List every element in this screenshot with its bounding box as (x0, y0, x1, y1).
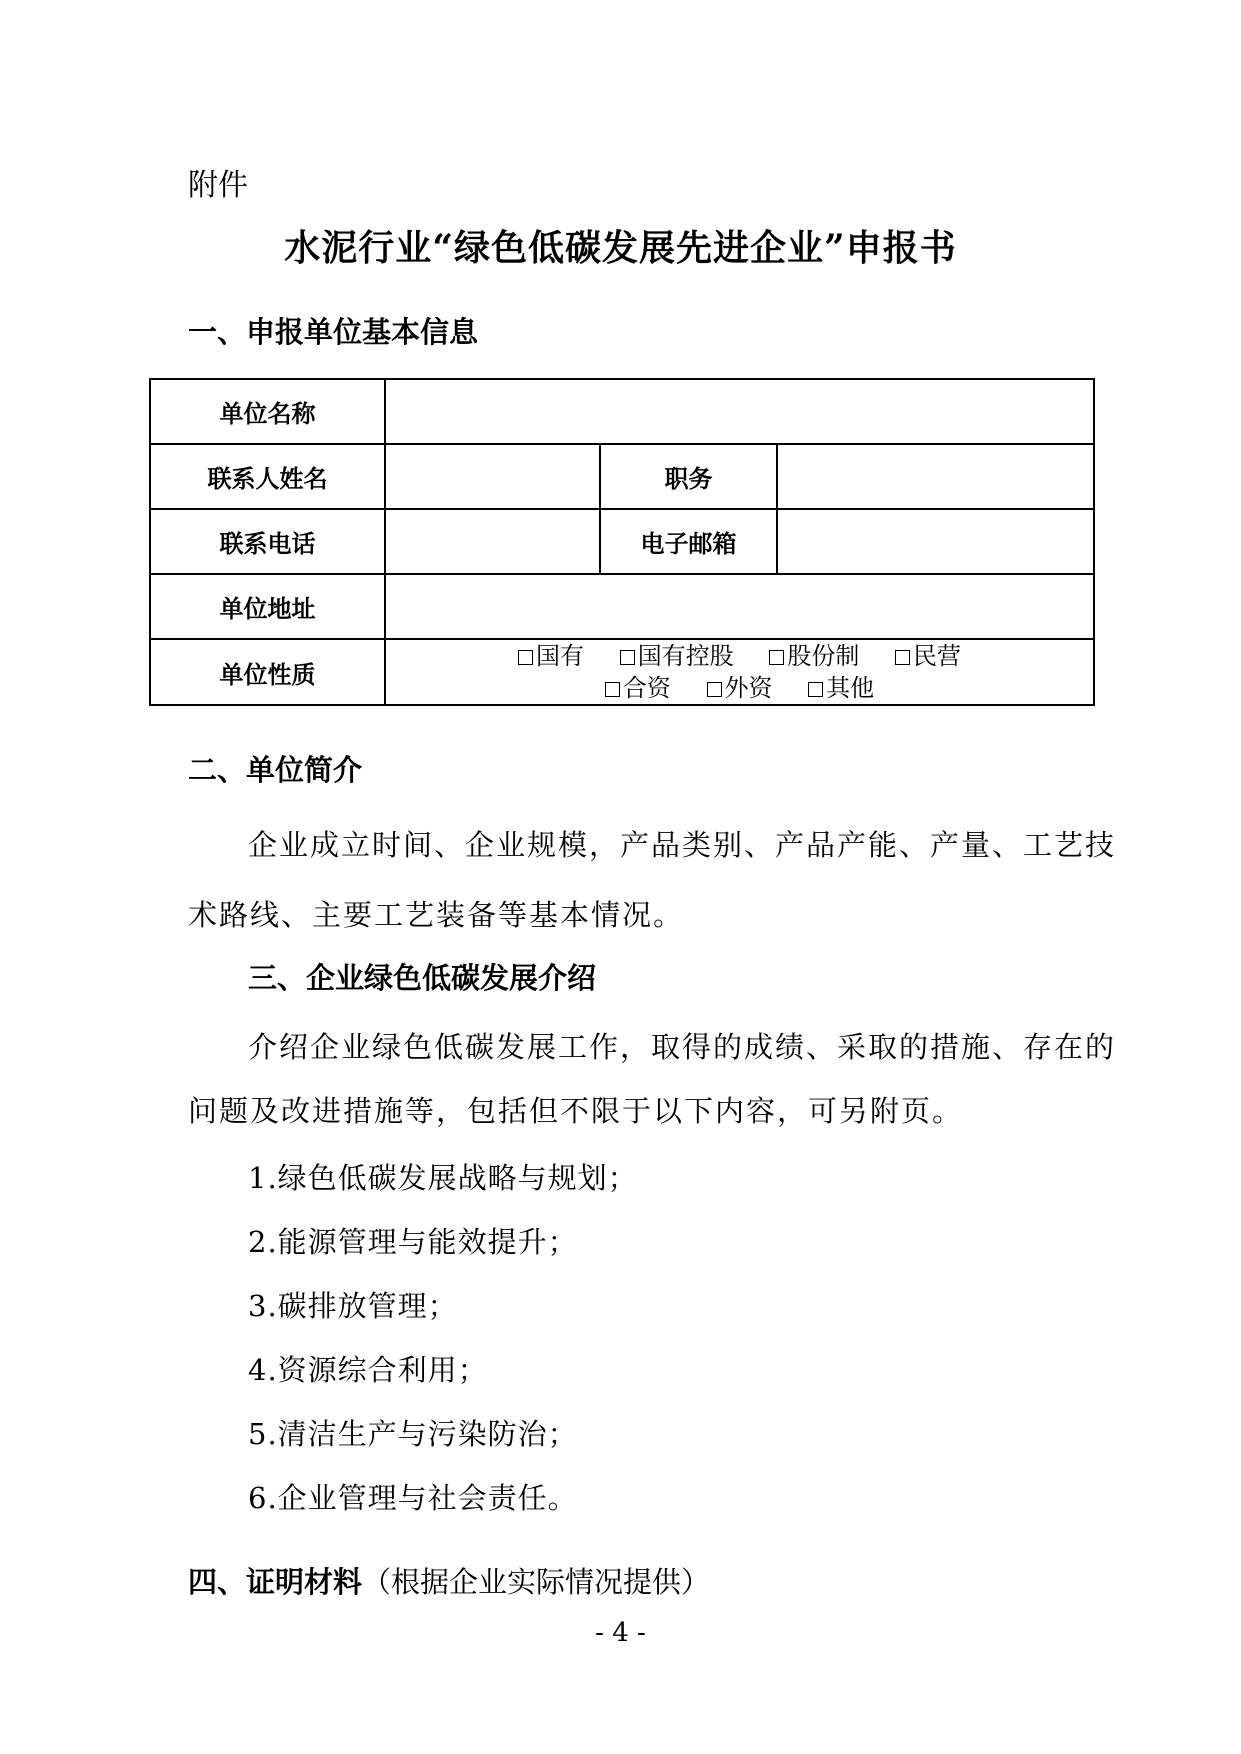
attachment-label: 附件 (188, 168, 248, 203)
nature-options-row-1 (386, 640, 1093, 672)
list-item: 6.企业管理与社会责任。 (248, 1481, 578, 1515)
table-row (150, 509, 1094, 574)
green-text-line-1: 介绍企业绿色低碳发展工作，取得的成绩、采取的措施、存在的 (248, 1030, 1117, 1064)
position-field[interactable] (777, 444, 1094, 509)
document-title: 水泥行业“绿色低碳发展先进企业”申报书 (284, 227, 957, 269)
nature-option-private[interactable]: 民营 (895, 642, 961, 670)
intro-text-line-1: 企业成立时间、企业规模，产品类别、产品产能、产量、工艺技 (248, 828, 1117, 862)
checkbox-icon[interactable] (808, 682, 823, 697)
unit-name-field[interactable] (385, 379, 1094, 444)
list-item: 3.碳排放管理； (248, 1289, 458, 1323)
address-field[interactable] (385, 574, 1094, 639)
section-heading-supporting-materials (188, 1560, 710, 1601)
nature-option-other[interactable]: 其他 (808, 674, 874, 702)
email-field[interactable] (777, 509, 1094, 574)
nature-option-joint-stock[interactable]: 股份制 (769, 642, 859, 670)
table-row (150, 639, 1094, 705)
page-number: - 4 - (595, 1618, 646, 1648)
supporting-materials-note: （根据企业实际情况提供） (362, 1565, 711, 1599)
checkbox-icon[interactable] (895, 650, 910, 665)
unit-name-label: 单位名称 (150, 379, 385, 444)
contact-name-field[interactable] (385, 444, 600, 509)
phone-label: 联系电话 (150, 509, 385, 574)
list-item: 5.清洁生产与污染防治； (248, 1417, 578, 1451)
phone-field[interactable] (385, 509, 600, 574)
section-heading-intro: 二、单位简介 (188, 753, 363, 787)
nature-options-row-2 (386, 672, 1093, 704)
checkbox-icon[interactable] (620, 650, 635, 665)
list-item: 2.能源管理与能效提升； (248, 1225, 578, 1259)
basic-info-table (149, 378, 1095, 706)
supporting-materials-title: 四、证明材料 (188, 1565, 363, 1599)
email-label: 电子邮箱 (600, 509, 777, 574)
table-row (150, 574, 1094, 639)
contact-name-label: 联系人姓名 (150, 444, 385, 509)
nature-option-state-controlled[interactable]: 国有控股 (620, 642, 734, 670)
nature-label: 单位性质 (150, 639, 385, 705)
section-heading-green-development: 三、企业绿色低碳发展介绍 (248, 961, 597, 995)
list-item: 4.资源综合利用； (248, 1353, 488, 1387)
checkbox-icon[interactable] (605, 682, 620, 697)
section-heading-basic-info: 一、申报单位基本信息 (188, 315, 479, 349)
address-label: 单位地址 (150, 574, 385, 639)
nature-option-state-owned[interactable]: 国有 (518, 642, 584, 670)
green-text-line-2: 问题及改进措施等，包括但不限于以下内容，可另附页。 (188, 1094, 964, 1128)
table-row (150, 444, 1094, 509)
checkbox-icon[interactable] (518, 650, 533, 665)
intro-text-line-2: 术路线、主要工艺装备等基本情况。 (188, 898, 685, 932)
position-label: 职务 (600, 444, 777, 509)
nature-option-joint-venture[interactable]: 合资 (605, 674, 671, 702)
list-item: 1.绿色低碳发展战略与规划； (248, 1161, 638, 1195)
nature-option-foreign[interactable]: 外资 (707, 674, 773, 702)
nature-options (385, 639, 1094, 705)
table-row (150, 379, 1094, 444)
checkbox-icon[interactable] (707, 682, 722, 697)
checkbox-icon[interactable] (769, 650, 784, 665)
